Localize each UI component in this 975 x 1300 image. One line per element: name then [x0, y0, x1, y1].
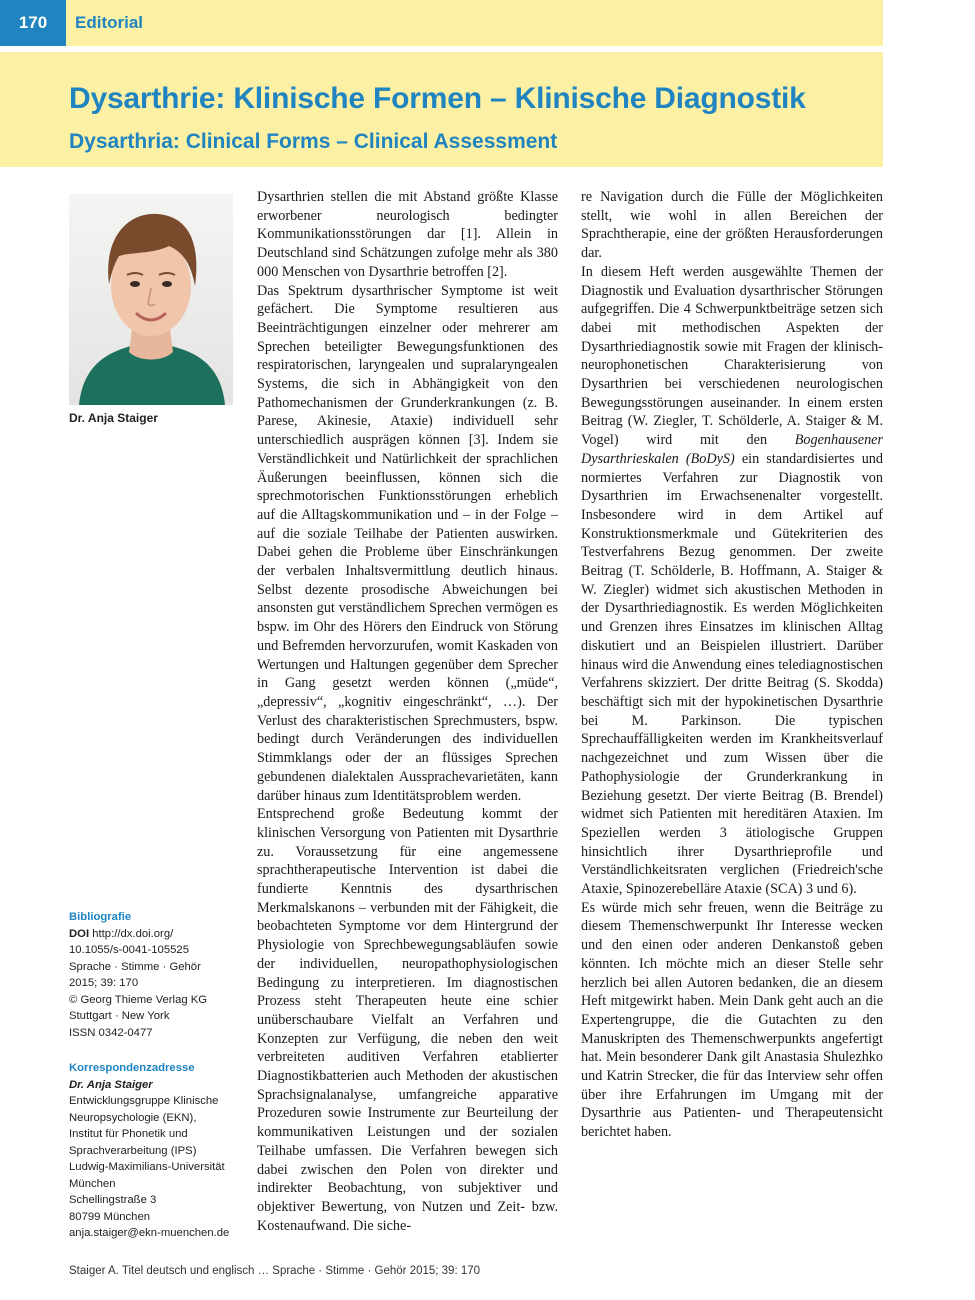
paragraph-text: In diesem Heft werden ausgewählte Themen der Diagnostik und Evaluation dysarthrischer Störungen aufgegriffen. Die 4 Schwerpunktbeiträge setzen sich dabei mit methodischen Aspekten der Dysarthriediagnostik sowie mit Fragen der klinisch-neurophonetischen Charakterisierung von Dysarthrien bei verschiedenen neurologischen Bewegungsstörungen auseinander. In einem ersten Beitrag (W. Ziegler, T. Schölderle, A. Staiger & M. Vogel) wird mit den: [581, 263, 883, 449]
title-english: Dysarthria: Clinical Forms – Clinical Assessment: [69, 130, 558, 153]
footer-citation: Staiger A. Titel deutsch und englisch … Sprache · Stimme · Gehör 2015; 39: 170: [69, 1265, 481, 1277]
correspondence-heading: Korrespondenzadresse: [69, 1062, 195, 1074]
publisher-location: Stuttgart · New York: [69, 1010, 170, 1022]
correspondence-name: [69, 1077, 244, 1094]
issn: ISSN 0342-0477: [69, 1026, 153, 1039]
paragraph: Es würde mich sehr freuen, wenn die Beiträge zu diesem Themenschwerpunkt Ihr Interesse wecken und den einen oder anderen Denkanstoß geben könnten. Ich möchte mich an dieser Stelle sehr herzlich bei allen Autoren bedanken, die an diesem Heft mitgewirkt haben. Mein Dank geht auch an die Expertengruppe, die die Gutachten zu den Manuskripten des Themenschwerpunkts angefertigt hat. Mein besonderer Dank gilt Anastasia Shulezhko und Katrin Strecker, die für das Interview sehr offen über ihre Erfahrungen im Umgang mit der Dysarthrie aus Patienten- und Therapeutensicht berichtet haben.: [581, 899, 883, 1141]
paragraph: Dysarthrien stellen die mit Abstand größte Klasse erworbener neurologisch bedingter Kommunikationsstörungen dar [1]. Allein in Deutschland sind Schätzungen zufolge mehr als 380 000 Menschen von Dysarthrie betroffen [2].: [257, 189, 558, 280]
test-name: Bogenhausener Dysarthrieskalen (BoDyS): [581, 432, 883, 467]
journal-issue: 2015; 39: 170: [69, 977, 139, 989]
doi-label: DOI: [69, 927, 90, 940]
sidebar-spacer: [69, 1041, 244, 1060]
address-line: Institut für Phonetik und: [69, 1128, 188, 1140]
doi-value[interactable]: 10.1055/s-0041-105525: [69, 944, 189, 956]
address-line: München: [69, 1177, 116, 1190]
paragraph: [581, 263, 883, 899]
publisher: © Georg Thieme Verlag KG: [69, 993, 208, 1006]
sidebar-info: [69, 909, 244, 1242]
paragraph-text: ein standardisiertes und normiertes Verfahren zur Diagnostik von Dysarthrien im Erwachsenenalter vorgestellt. Insbesondere wird in dem Artikel auf Konstruktionsmerkmale und Gütekriterien des Testverfahrens Bezug genommen. Der zweite Beitrag (T. Schölderle, B. Hoffmann, A. Staiger & W. Ziegler) widmet sich akustischen Methoden in der Dysarthriediagnostik. Es werden Möglichkeiten und Grenzen ihres Einsatzes im klinischen Alltag diskutiert und an Beispielen illustriert. Darüber hinaus wird die Anwendung eines telediagnostischen Verfahrens skizziert. Der dritte Beitrag (S. Skodda) beschäftigt sich mit der hypokinetischen Dysarthrie bei M. Parkinson. Die typischen Sprechauffälligkeiten werden im Krankheitsverlauf nachgezeichnet und zum Wissen über die Pathophysiologie der Grunderkrankung in Beziehung gesetzt. Der vierte Beitrag (B. Brendel) widmet sich Patienten mit hereditären Ataxien. Im Speziellen werden 3 ätiologische Gruppen hinsichtlich ihrer Dysarthrieprofile und Verständlichkeitsraten verglichen (Friedreich'sche Ataxie, Spinozerebelläre Ataxie (SCA) 3 und 6).: [581, 450, 883, 898]
bibliography-heading: Bibliografie: [69, 911, 132, 923]
correspondence-name-text: Dr. Anja Staiger: [69, 1078, 153, 1091]
doi-line: [69, 926, 244, 943]
address-line: 80799 München: [69, 1210, 151, 1223]
address-line: Entwicklungsgruppe Klinische: [69, 1095, 219, 1107]
address-line: Ludwig-Maximilians-Universität: [69, 1161, 225, 1173]
title-german: Dysarthrie: Klinische Formen – Klinische Diagnostik: [69, 82, 806, 115]
doi-url[interactable]: http://dx.doi.org/: [92, 927, 174, 940]
portrait-illustration: [69, 194, 233, 405]
paragraph: Entsprechend große Bedeutung kommt der klinischen Versorgung von Patienten mit Dysarthrie zu. Voraussetzung für eine angemessene sprachtherapeutische Intervention ist dabei die fundierte Kenntnis des dysarthrischen Merkmalskanons – verbunden mit der Fähigkeit, die beobachteten Symptome vor dem Hintergrund der Physiologie von Sprechbewegungsabläufen sowie der individuellen, neuropathophysiologischen Bedingung zu interpretieren. Im diagnostischen Prozess steht Therapeuten heute eine schier unüberschaubare Vielfalt an Verfahren und Konzepten zur Verfügung, die neben den weit verbreiteten auditiven Verfahren etablierter Diagnostikbatterien auch Methoden der akustischen Sprachsignalanalyse, umfangreiche apparative Prozeduren sowie Instrumente zur Beurteilung der kommunikativen Leistungen und der sozialen Teilhabe umfassen. Die Verfahren bewegen sich dabei zwischen den Polen von direkter und indirekter Beobachtung, von subjektiver und objektiver Bewertung, von Nutzen und Zeit- bzw. Kostenaufwand. Die siche-: [257, 806, 558, 1234]
page-number: 170: [0, 0, 66, 46]
journal-name: Sprache · Stimme · Gehör: [69, 960, 201, 973]
paragraph: Das Spektrum dysarthrischer Symptome ist weit gefächert. Die Symptome resultieren aus Beeinträchtigungen einzelner oder mehrerer am Sprechen beteiligter Bewegungsfunktionen des respiratorischen, laryngealen und supralaryngealen Systems, die sich in Abhängigkeit von den Pathomechanismen der Grunderkrankungen (z. B. Parese, Akinesie, Ataxie) individuell sehr unterschiedlich ausprägen können [3]. Indem sie Verständlichkeit und Natürlichkeit der sprachlichen Äußerungen beeinflussen, können sich die sprechmotorischen Funktionsstörungen erheblich auf die Alltagskommunikation und – in der Folge – auf die soziale Teilhabe der Patienten auswirken. Dabei gehen die Probleme über Einschränkungen der verbalen Inhaltsvermittlung deutlich hinaus. Selbst dezente prosodische Abweichungen bei ansonsten gut verständlichem Sprechen vermögen es bspw. im Ohr des Hörers den Eindruck von Störung und Befremden hervorzurufen, womit Kaskaden von Wertungen und Haltungen gegenüber dem Sprecher in Gang gesetzt werden können („müde“, „depressiv“, „kognitiv eingeschränkt“, …). Der Verlust des charakteristischen Sprechmusters, bspw. bedingt durch Veränderungen des individuellen Stimmklangs oder der an flüssiges Sprechen gebundenen dialektalen Aussprachevarietäten, kann darüber hinaus zum Identitätsproblem werden.: [257, 282, 558, 804]
body-column-2: [581, 188, 883, 1142]
author-photo: [69, 194, 233, 405]
address-line: Sprachverarbeitung (IPS): [69, 1144, 197, 1157]
section-label: Editorial: [75, 13, 144, 32]
address-line: Neuropsychologie (EKN),: [69, 1111, 197, 1124]
body-column-1: [257, 188, 558, 1235]
email-link[interactable]: anja.staiger@ekn-muenchen.de: [69, 1227, 230, 1239]
photo-caption: Dr. Anja Staiger: [69, 411, 158, 425]
paragraph: re Navigation durch die Fülle der Möglichkeiten stellt, wie wohl in allen Bereichen der Sprachtherapie, eine der größten Herausforderungen dar.: [581, 189, 883, 262]
address-line: Schellingstraße 3: [69, 1194, 157, 1206]
